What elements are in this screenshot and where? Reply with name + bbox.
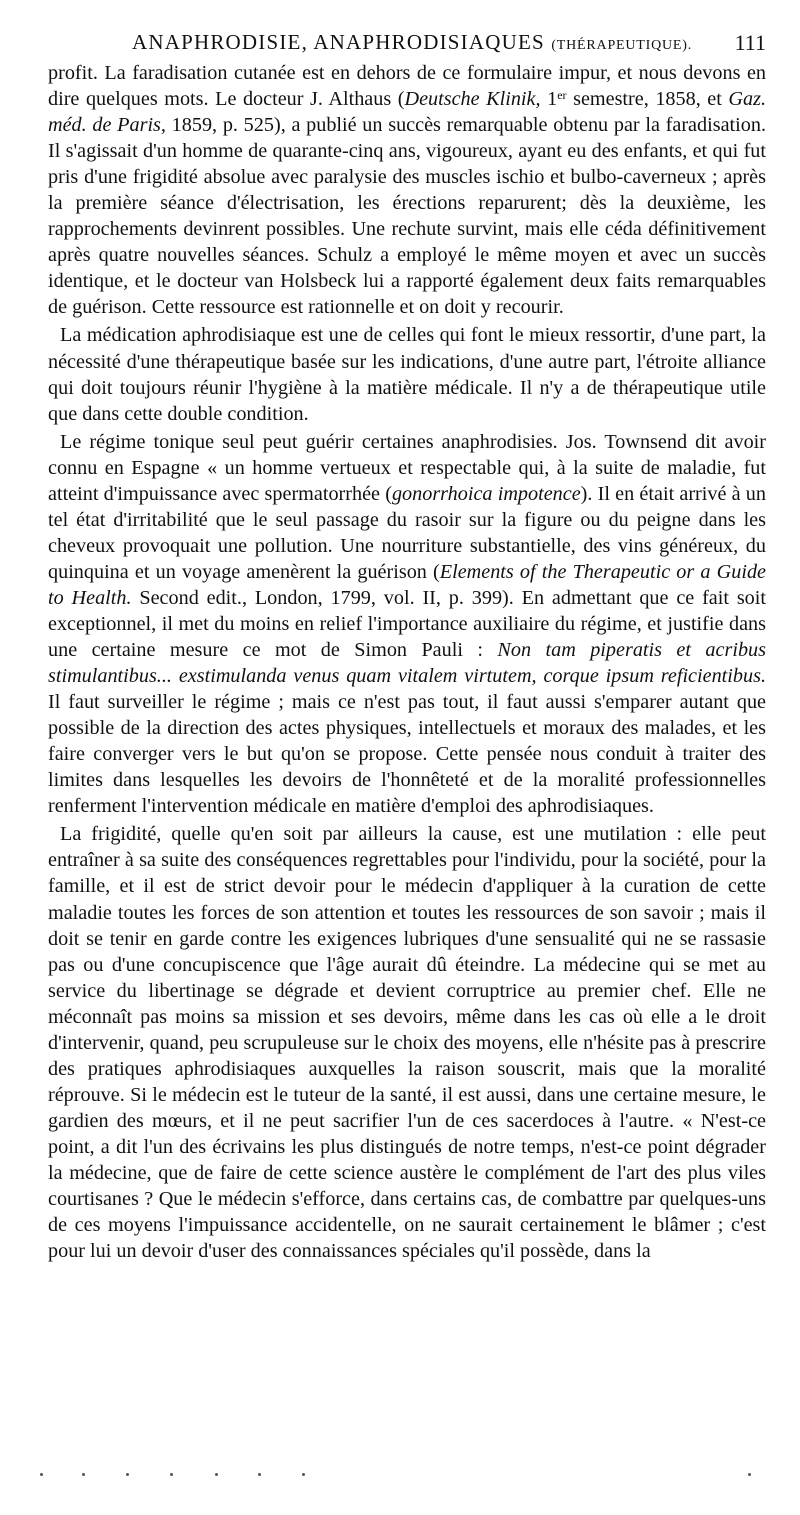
paragraph-2 <box>48 322 766 426</box>
text-run: La médication aphrodisiaque est une de celles qui font le mieux ressortir, d'une part, la nécessité d'une thérapeutique basée sur les indications, d'une autre part, l'étroite alliance qui doit toujours réunir l'hygiène à la matière médicale. Il n'y a de thérapeutique utile que dans cette double condition. <box>48 324 766 425</box>
page-header <box>48 30 770 60</box>
text-run: Il faut surveiller le régime ; mais ce n'est pas tout, il faut aussi s'emparer autant que possible de la direction des actes physiques, intellectuels et moraux des malades, et les faire converger vers le but qu'on se propose. Cette pensée nous conduit à traiter des limites dans lesquelles les devoirs de l'honnêteté et de la moralité professionnelles renferment l'intervention médicale en matière d'emploi des aphrodisiaques. <box>48 691 766 818</box>
text-run: 1 <box>540 88 558 111</box>
paragraph-1 <box>48 60 766 320</box>
scan-speck <box>302 1473 305 1476</box>
italic-text: Elements of the Therapeutic or a Guide to Health. <box>48 560 766 609</box>
text-run: semestre, 1858, et <box>566 88 729 111</box>
scan-speck <box>215 1473 218 1476</box>
text-run: profit. La faradisation cutanée est en dehors de ce formulaire impur, et nous devons en dire quelques mots. Le docteur J. Althaus ( <box>48 62 766 111</box>
text-run: Le régime tonique seul peut guérir certaines anaphrodisies. Jos. Townsend dit avoir connu en Espagne « un homme vertueux et respectable qui, à la suite de maladie, fut atteint d'impuissance avec spermatorrhée ( <box>48 430 766 505</box>
paragraph-4 <box>48 821 766 1264</box>
italic-text: Gaz. méd. de Paris, <box>48 88 766 137</box>
running-head <box>132 30 692 55</box>
text-run: La frigidité, quelle qu'en soit par ailleurs la cause, est une mutilation : elle peut entraîner à sa suite des conséquences regrettables pour l'individu, pour la société, pour la famille, et il est de strict devoir pour le médecin d'appliquer à la curation de cette maladie toutes les forces de son attention et toutes les ressources de son savoir ; mais il doit se tenir en garde contre les exigences lubriques d'une sensualité qui ne se rassasie pas ou d'une concupiscence que l'âge aurait dû éteindre. La médecine qui se met au service du libertinage se dégrade et devient corruptrice au premier chef. Elle ne méconnaît pas moins sa mission et ses devoirs, même dans les cas où elle a le droit d'intervenir, quand, peu scrupuleuse sur le choix des moyens, elle n'hésite pas à prescrire des pratiques aphrodisiaques auxquelles la raison souscrit, mais que la moralité réprouve. Si le médecin est le tuteur de la santé, il est aussi, dans une certaine mesure, le gardien des mœurs, et il ne peut sacrifier l'un de ces sacerdoces à l'autre. « N'est-ce point, a dit l'un des écrivains les plus distingués de notre temps, n'est-ce point dégrader la médecine, que de faire de cette science austère le complément de l'art des plus viles courtisanes ? Que le médecin s'efforce, dans certains cas, de combattre par quelques-uns de ces moyens l'impuissance accidentelle, on ne saurait certainement le blâmer ; c'est pour lui un devoir d'user des connaissances spéciales qu'il possède, dans la <box>48 823 766 1263</box>
italic-text: gonorrhoica impotence <box>391 482 581 505</box>
scan-speck <box>126 1473 129 1476</box>
scan-speck <box>748 1473 751 1476</box>
body-text <box>48 60 766 1264</box>
running-head-section: (THÉRAPEUTIQUE). <box>551 38 693 53</box>
page-number: 111 <box>734 30 766 55</box>
scan-speck <box>170 1473 173 1476</box>
paragraph-3 <box>48 429 766 820</box>
scan-speck <box>40 1473 43 1476</box>
text-run: ). Il en était arrivé à un tel état d'irritabilité que le seul passage du rasoir sur la figure ou du peigne dans les cheveux provoquait une pollution. Une nourriture substantielle, des vins généreux, du quinquina et un voyage amenèrent la guérison ( <box>48 482 766 583</box>
text-run: Second edit., London, 1799, vol. II, p. 399). En admettant que ce fait soit exceptionnel, il met du moins en relief l'importance auxiliaire du régime, et justifie dans une certaine mesure ce mot de Simon Pauli : <box>48 586 766 662</box>
running-head-title: ANAPHRODISIE, ANAPHRODISIAQUES <box>132 30 545 54</box>
scan-specks <box>40 1473 760 1481</box>
italic-text: Deutsche Klinik, <box>404 88 541 111</box>
text-run: 1859, p. 525), a publié un succès remarquable obtenu par la faradisation. Il s'agissait d'un homme de quarante-cinq ans, vigoureux, ayant eu des enfants, et qui fut pris d'une frigidité absolue avec paralysie des muscles ischio et bulbo-caverneux ; après la première séance d'électrisation, les érections reparurent; dès la deuxième, les rapprochements devinrent possibles. Une rechute survint, mais elle céda définitivement après quatre nouvelles séances. Schulz a employé le même moyen et avec un succès identique, et le docteur van Holsbeck lui a rapporté également deux faits remarquables de guérison. Cette ressource est rationnelle et on doit y recourir. <box>48 114 766 319</box>
italic-text: Non tam piperatis et acribus stimulantibus... exstimulanda venus quam vitalem virtutem, corque ipsum reficientibus. <box>48 639 766 688</box>
scan-speck <box>82 1473 85 1476</box>
superscript-text: er <box>557 88 567 103</box>
scan-speck <box>258 1473 261 1476</box>
